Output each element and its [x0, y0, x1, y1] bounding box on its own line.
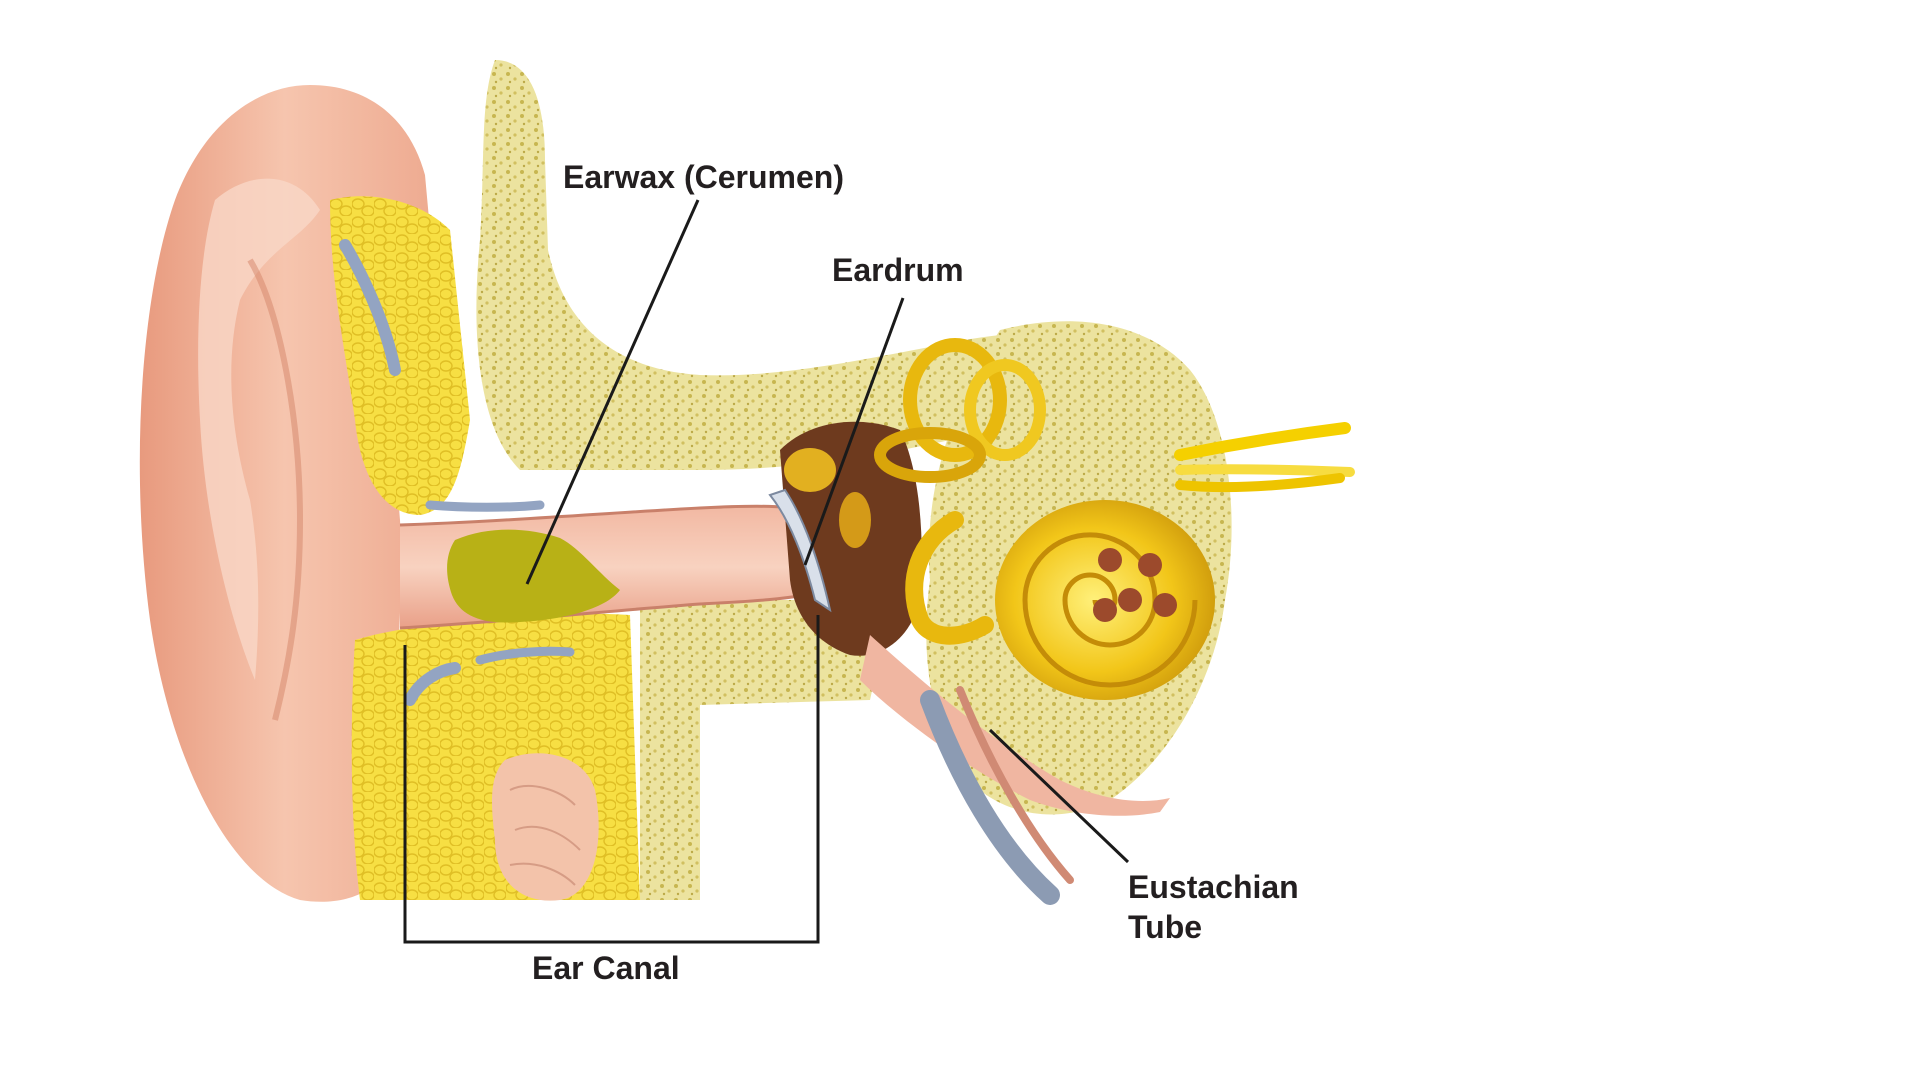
eardrum-label: Eardrum	[832, 252, 964, 288]
ear-canal-label: Ear Canal	[532, 950, 680, 986]
eustachian-tube-label	[1128, 867, 1299, 947]
earwax-label: Earwax (Cerumen)	[563, 159, 844, 195]
eustachian-label-line1: Eustachian	[1128, 869, 1299, 905]
eustachian-label-line2: Tube	[1128, 909, 1203, 945]
